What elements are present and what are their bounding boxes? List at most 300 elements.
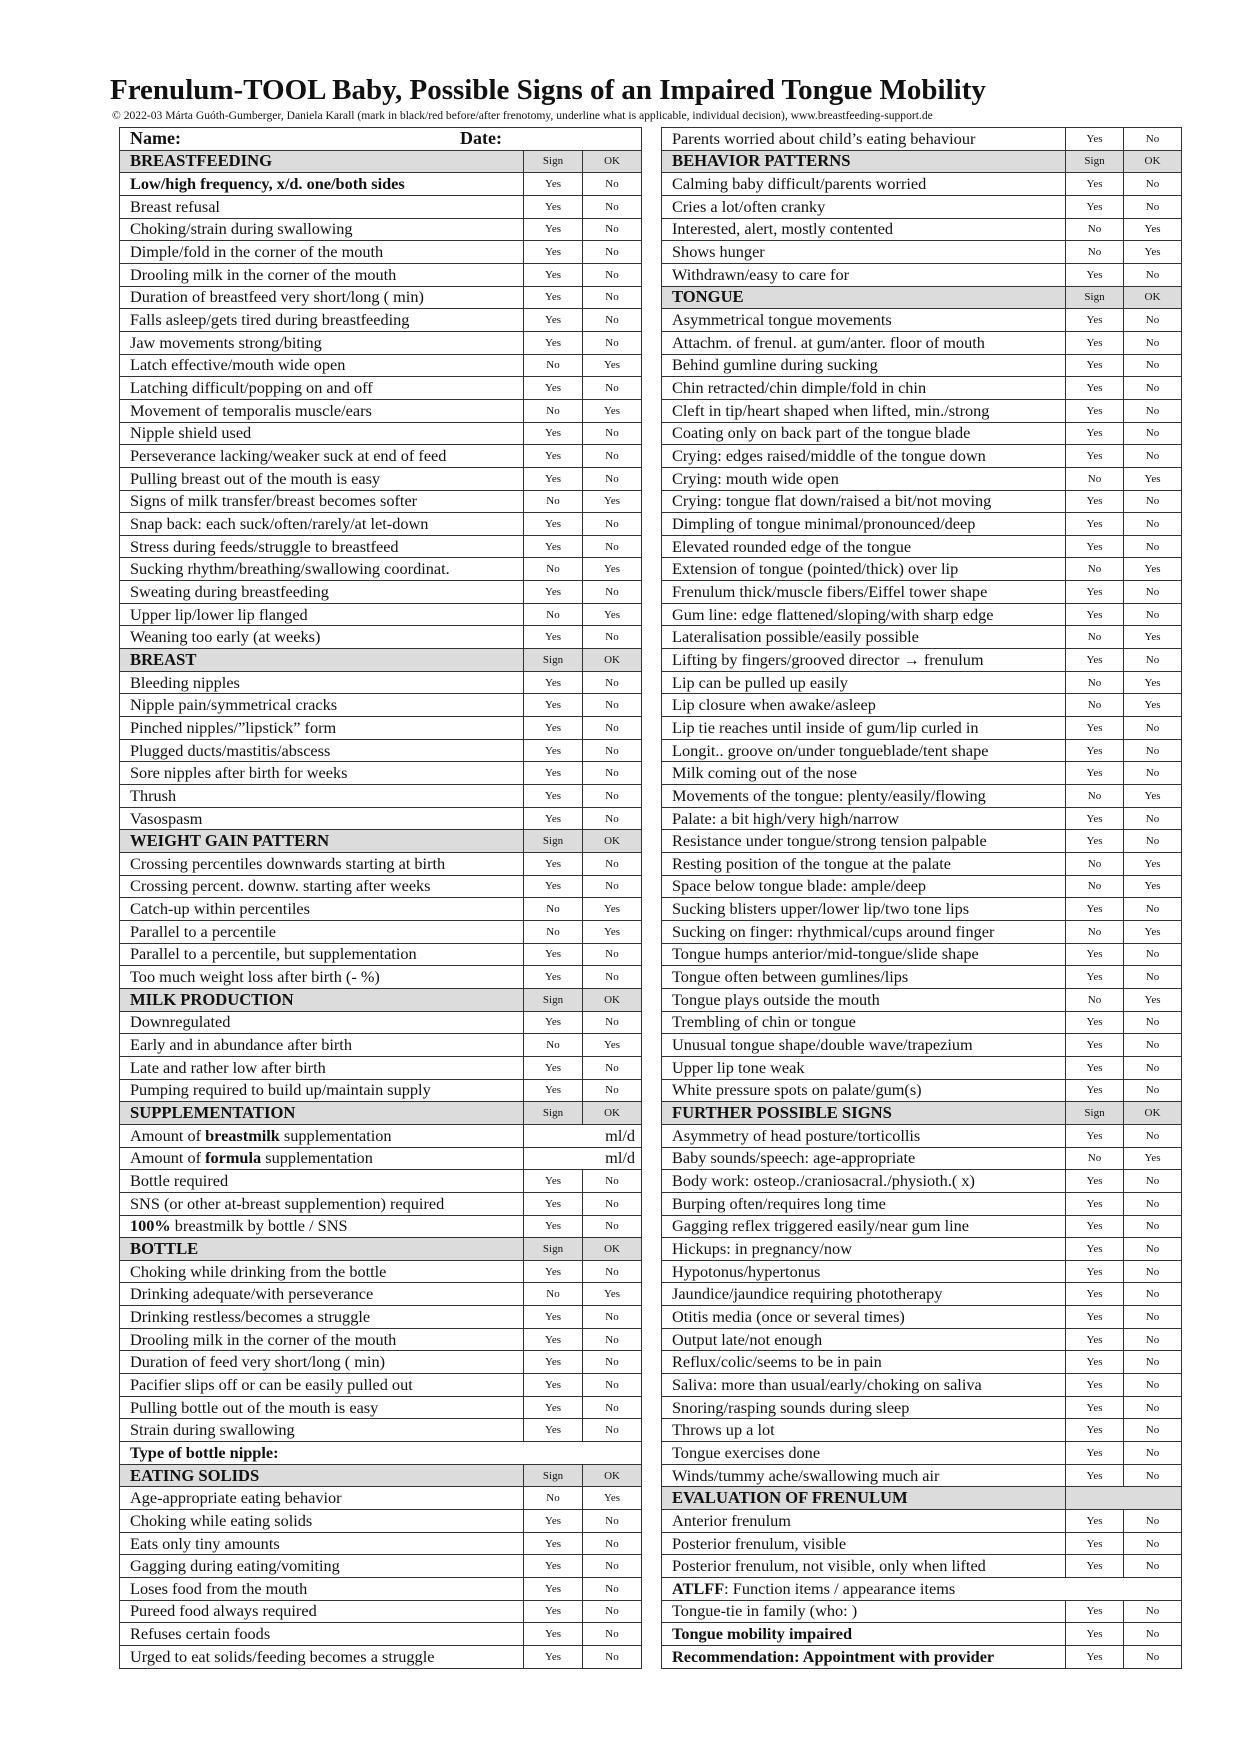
ok-option[interactable]: No — [1124, 581, 1182, 604]
checklist-row — [662, 1623, 1182, 1646]
sign-option[interactable]: Yes — [1066, 943, 1124, 966]
ok-option[interactable]: No — [583, 263, 642, 286]
sign-option[interactable]: Yes — [524, 241, 583, 264]
checklist-row — [120, 1442, 642, 1465]
sign-option[interactable]: No — [1066, 1147, 1124, 1170]
sign-option[interactable]: Yes — [524, 195, 583, 218]
ok-option[interactable]: No — [1124, 830, 1182, 853]
ok-option[interactable]: Yes — [583, 920, 642, 943]
ok-option[interactable]: No — [1124, 1283, 1182, 1306]
label-text: : Function items / appearance items — [724, 1578, 956, 1598]
item-label: Sucking on finger: rhythmical/cups around finger — [662, 920, 1066, 943]
ok-option[interactable]: No — [1124, 1238, 1182, 1261]
ok-option[interactable]: Yes — [1124, 467, 1182, 490]
sign-option[interactable]: No — [1066, 694, 1124, 717]
sign-option[interactable]: Yes — [1066, 1192, 1124, 1215]
sign-option[interactable]: Yes — [1066, 1374, 1124, 1397]
checklist-row — [120, 1011, 642, 1034]
ok-option[interactable]: No — [1124, 1419, 1182, 1442]
ok-option[interactable]: No — [583, 853, 642, 876]
sign-option[interactable]: No — [1066, 626, 1124, 649]
sign-option[interactable]: Yes — [1066, 966, 1124, 989]
ok-option[interactable]: Yes — [583, 399, 642, 422]
ok-option[interactable]: No — [1124, 1079, 1182, 1102]
sign-option[interactable]: Yes — [1066, 1034, 1124, 1057]
checklist-row — [662, 1532, 1182, 1555]
ok-option[interactable]: No — [1124, 807, 1182, 830]
ok-option[interactable]: No — [1124, 535, 1182, 558]
sign-option[interactable]: No — [1066, 785, 1124, 808]
sign-option[interactable]: No — [524, 558, 583, 581]
ok-option[interactable]: No — [1124, 1328, 1182, 1351]
sign-option[interactable]: Yes — [1066, 1306, 1124, 1329]
sign-option[interactable]: Yes — [524, 671, 583, 694]
ok-option[interactable]: No — [583, 739, 642, 762]
ok-option[interactable]: Yes — [1124, 920, 1182, 943]
sign-option[interactable]: Yes — [1066, 762, 1124, 785]
ok-option[interactable]: No — [1124, 1532, 1182, 1555]
ok-option[interactable]: No — [583, 943, 642, 966]
ok-option[interactable]: No — [1124, 1011, 1182, 1034]
ok-option[interactable]: No — [583, 1510, 642, 1533]
sign-option[interactable]: Yes — [1066, 1645, 1124, 1668]
sign-option[interactable]: Yes — [524, 626, 583, 649]
item-label: Drooling milk in the corner of the mouth — [120, 1328, 524, 1351]
sign-option[interactable]: Yes — [524, 218, 583, 241]
ok-option[interactable]: No — [1124, 195, 1182, 218]
checklist-row — [120, 263, 642, 286]
sign-option[interactable]: Yes — [524, 1056, 583, 1079]
sign-option[interactable]: Yes — [1066, 1442, 1124, 1465]
ok-option[interactable]: No — [583, 513, 642, 536]
ok-option[interactable]: No — [1124, 354, 1182, 377]
sign-option[interactable]: Yes — [1066, 513, 1124, 536]
sign-option[interactable]: Yes — [524, 785, 583, 808]
ok-option[interactable]: No — [583, 1170, 642, 1193]
sign-option[interactable]: Yes — [524, 966, 583, 989]
item-label: Parallel to a percentile — [120, 920, 524, 943]
sign-option[interactable]: Yes — [524, 286, 583, 309]
ok-option[interactable]: No — [1124, 1645, 1182, 1668]
ok-option[interactable]: No — [1124, 1555, 1182, 1578]
sign-option[interactable]: Yes — [524, 1623, 583, 1646]
ok-option[interactable]: No — [1124, 445, 1182, 468]
sign-option[interactable]: No — [1066, 558, 1124, 581]
ok-option[interactable]: No — [1124, 1056, 1182, 1079]
sign-option[interactable]: Yes — [524, 331, 583, 354]
sign-option[interactable]: Yes — [524, 1555, 583, 1578]
ok-option[interactable]: No — [583, 1351, 642, 1374]
sign-option[interactable]: Yes — [524, 739, 583, 762]
ok-option[interactable]: No — [1124, 1351, 1182, 1374]
ok-option[interactable]: No — [1124, 128, 1182, 151]
sign-option[interactable]: Yes — [1066, 1056, 1124, 1079]
ok-option[interactable]: Yes — [1124, 218, 1182, 241]
ok-option[interactable]: No — [583, 1374, 642, 1397]
sign-option[interactable]: Yes — [524, 445, 583, 468]
checklist-row — [662, 309, 1182, 332]
sign-option[interactable]: Yes — [1066, 445, 1124, 468]
sign-option[interactable]: Yes — [1066, 603, 1124, 626]
ok-option[interactable]: No — [1124, 331, 1182, 354]
ok-option[interactable]: No — [583, 1600, 642, 1623]
ok-option[interactable]: No — [1124, 399, 1182, 422]
ok-option[interactable]: Yes — [583, 1487, 642, 1510]
item-label: Reflux/colic/seems to be in pain — [662, 1351, 1066, 1374]
sign-option[interactable]: Yes — [524, 875, 583, 898]
item-label: Nipple pain/symmetrical cracks — [120, 694, 524, 717]
ok-option[interactable]: Yes — [583, 490, 642, 513]
ok-option[interactable]: Yes — [1124, 671, 1182, 694]
checklist-row — [662, 943, 1182, 966]
ok-option[interactable]: No — [1124, 263, 1182, 286]
ok-option[interactable]: Yes — [583, 558, 642, 581]
item-label: Pulling breast out of the mouth is easy — [120, 467, 524, 490]
ok-option[interactable]: No — [1124, 1192, 1182, 1215]
item-label: Throws up a lot — [662, 1419, 1066, 1442]
ok-option[interactable]: No — [1124, 739, 1182, 762]
sign-option[interactable]: Yes — [524, 173, 583, 196]
sign-option[interactable]: Yes — [524, 1578, 583, 1601]
sign-option[interactable]: Yes — [524, 513, 583, 536]
sign-option[interactable]: Yes — [1066, 1510, 1124, 1533]
item-label: Longit.. groove on/under tongueblade/tent shape — [662, 739, 1066, 762]
sign-option[interactable]: Yes — [1066, 1419, 1124, 1442]
ok-option[interactable]: Yes — [1124, 694, 1182, 717]
sign-option[interactable]: Yes — [524, 853, 583, 876]
ok-option[interactable]: No — [1124, 603, 1182, 626]
sign-option[interactable]: Yes — [524, 1510, 583, 1533]
checklist-row — [662, 694, 1182, 717]
ok-option[interactable]: No — [1124, 898, 1182, 921]
sign-option[interactable]: No — [1066, 988, 1124, 1011]
ok-option[interactable]: No — [1124, 966, 1182, 989]
sign-option[interactable]: Yes — [524, 1170, 583, 1193]
ok-option[interactable]: No — [583, 467, 642, 490]
sign-option[interactable]: No — [524, 1034, 583, 1057]
sign-option[interactable]: Yes — [524, 1419, 583, 1442]
ok-option[interactable]: No — [583, 1555, 642, 1578]
sign-option[interactable]: No — [524, 1283, 583, 1306]
checklist-row — [120, 1147, 642, 1170]
sign-option[interactable]: Yes — [1066, 331, 1124, 354]
sign-option[interactable]: No — [1066, 467, 1124, 490]
checklist-row — [120, 1510, 642, 1533]
sign-option[interactable]: Yes — [1066, 1011, 1124, 1034]
ok-option[interactable]: No — [583, 785, 642, 808]
ok-option[interactable]: No — [583, 173, 642, 196]
sign-option[interactable]: Yes — [1066, 399, 1124, 422]
ok-option[interactable]: No — [1124, 422, 1182, 445]
sign-option[interactable]: No — [524, 399, 583, 422]
ok-option[interactable]: No — [583, 762, 642, 785]
sign-option[interactable]: No — [1066, 920, 1124, 943]
ok-option[interactable]: No — [583, 286, 642, 309]
ok-option[interactable]: No — [583, 694, 642, 717]
checklist-row — [662, 966, 1182, 989]
ok-option[interactable]: No — [1124, 1442, 1182, 1465]
sign-option[interactable]: Yes — [1066, 263, 1124, 286]
ok-option[interactable]: No — [1124, 1124, 1182, 1147]
sign-option[interactable]: Yes — [1066, 898, 1124, 921]
item-label: Jaundice/jaundice requiring phototherapy — [662, 1283, 1066, 1306]
sign-option[interactable]: Yes — [1066, 195, 1124, 218]
sign-option[interactable]: No — [524, 490, 583, 513]
sign-option[interactable]: Yes — [1066, 1238, 1124, 1261]
sign-option[interactable]: No — [1066, 671, 1124, 694]
sign-option[interactable]: Yes — [1066, 1464, 1124, 1487]
ok-option[interactable]: No — [583, 331, 642, 354]
sign-option[interactable]: Yes — [524, 762, 583, 785]
sign-option[interactable]: Yes — [524, 1079, 583, 1102]
ok-option[interactable]: No — [583, 1192, 642, 1215]
sign-option[interactable]: Yes — [1066, 717, 1124, 740]
ok-option[interactable]: No — [583, 807, 642, 830]
checklist-row — [120, 1419, 642, 1442]
checklist-row — [120, 399, 642, 422]
sign-option[interactable]: Yes — [1066, 1079, 1124, 1102]
sign-option[interactable]: Yes — [524, 1328, 583, 1351]
item-label: Recommendation: Appointment with provider — [662, 1645, 1066, 1668]
section-title: BOTTLE — [120, 1238, 524, 1261]
ok-option[interactable]: No — [1124, 309, 1182, 332]
ok-option[interactable]: No — [1124, 649, 1182, 672]
sign-option[interactable]: Yes — [524, 581, 583, 604]
sign-option[interactable]: Yes — [1066, 581, 1124, 604]
sign-option[interactable]: Yes — [1066, 309, 1124, 332]
item-label: Sucking rhythm/breathing/swallowing coordinat. — [120, 558, 524, 581]
ok-option[interactable]: No — [583, 1419, 642, 1442]
ok-option[interactable]: No — [583, 309, 642, 332]
sign-option[interactable]: Yes — [1066, 354, 1124, 377]
ok-option[interactable]: Yes — [1124, 241, 1182, 264]
sign-option[interactable]: Yes — [1066, 1124, 1124, 1147]
ok-option[interactable]: No — [1124, 1034, 1182, 1057]
sign-option[interactable]: Yes — [1066, 1260, 1124, 1283]
ok-option[interactable]: No — [583, 1011, 642, 1034]
sign-option[interactable]: Yes — [1066, 1283, 1124, 1306]
ok-option[interactable]: Yes — [1124, 853, 1182, 876]
ok-option[interactable]: No — [583, 241, 642, 264]
sign-option[interactable]: Yes — [524, 263, 583, 286]
sign-option[interactable]: Yes — [524, 1011, 583, 1034]
ok-option[interactable]: No — [1124, 762, 1182, 785]
ok-option[interactable]: Yes — [1124, 875, 1182, 898]
sign-option[interactable]: Yes — [1066, 535, 1124, 558]
ok-option[interactable]: No — [583, 1079, 642, 1102]
section-header-milk-production — [120, 988, 642, 1011]
ok-option[interactable]: Yes — [583, 354, 642, 377]
sign-option[interactable]: Yes — [524, 807, 583, 830]
ok-option[interactable]: No — [583, 1260, 642, 1283]
ok-option[interactable]: No — [1124, 1215, 1182, 1238]
ok-option[interactable]: No — [583, 1215, 642, 1238]
ok-option[interactable]: No — [1124, 377, 1182, 400]
sign-option[interactable]: No — [1066, 241, 1124, 264]
sign-option[interactable]: Yes — [524, 943, 583, 966]
ok-option[interactable]: Yes — [1124, 785, 1182, 808]
sign-option[interactable]: Yes — [1066, 830, 1124, 853]
ok-option[interactable]: Yes — [1124, 626, 1182, 649]
ok-option[interactable]: No — [1124, 513, 1182, 536]
checklist-row — [662, 1555, 1182, 1578]
label-text: supplementation — [279, 1125, 392, 1145]
item-label: Duration of breastfeed very short/long ( min) — [120, 286, 524, 309]
checklist-row — [120, 762, 642, 785]
sign-option[interactable]: Yes — [524, 1306, 583, 1329]
checklist-row — [662, 354, 1182, 377]
item-label: Perseverance lacking/weaker suck at end of feed — [120, 445, 524, 468]
ok-option[interactable]: Yes — [583, 1283, 642, 1306]
ok-option[interactable]: Yes — [1124, 1147, 1182, 1170]
ok-option[interactable]: No — [1124, 173, 1182, 196]
item-label: Bleeding nipples — [120, 671, 524, 694]
ok-option[interactable]: No — [583, 671, 642, 694]
sign-option[interactable]: No — [1066, 853, 1124, 876]
item-label: Behind gumline during sucking — [662, 354, 1066, 377]
sign-option[interactable]: Yes — [524, 694, 583, 717]
ok-option[interactable]: No — [583, 1645, 642, 1668]
sign-option[interactable]: No — [524, 920, 583, 943]
ok-option[interactable]: No — [1124, 1306, 1182, 1329]
ok-option[interactable]: No — [583, 377, 642, 400]
ok-option[interactable]: No — [1124, 1600, 1182, 1623]
sign-option[interactable]: Yes — [524, 1374, 583, 1397]
ok-option[interactable]: No — [583, 717, 642, 740]
ok-option[interactable]: No — [583, 626, 642, 649]
ok-option[interactable]: Yes — [1124, 558, 1182, 581]
amount-input[interactable]: ml/d — [524, 1124, 642, 1147]
checklist-row — [662, 898, 1182, 921]
ok-option[interactable]: No — [583, 1056, 642, 1079]
sign-option[interactable]: Yes — [524, 467, 583, 490]
ok-option[interactable]: No — [583, 535, 642, 558]
item-label: Attachm. of frenul. at gum/anter. floor of mouth — [662, 331, 1066, 354]
item-label: Crying: tongue flat down/raised a bit/not moving — [662, 490, 1066, 513]
sign-option[interactable]: Yes — [524, 1396, 583, 1419]
sign-option[interactable]: Yes — [1066, 1396, 1124, 1419]
sign-option[interactable]: Yes — [524, 1351, 583, 1374]
item-label: Downregulated — [120, 1011, 524, 1034]
ok-option[interactable]: No — [1124, 1623, 1182, 1646]
ok-option[interactable]: No — [1124, 1510, 1182, 1533]
ok-option[interactable]: No — [583, 1578, 642, 1601]
item-label: Latching difficult/popping on and off — [120, 377, 524, 400]
sign-option[interactable]: Yes — [1066, 1623, 1124, 1646]
sign-option[interactable]: Yes — [524, 422, 583, 445]
ok-option[interactable]: No — [583, 875, 642, 898]
sign-option[interactable]: Yes — [1066, 1328, 1124, 1351]
ok-option[interactable]: No — [1124, 1170, 1182, 1193]
ok-option[interactable]: No — [1124, 490, 1182, 513]
sign-option[interactable]: Yes — [524, 1192, 583, 1215]
ok-option[interactable]: Yes — [583, 898, 642, 921]
item-label: Tongue exercises done — [662, 1442, 1066, 1465]
sign-option[interactable]: No — [524, 603, 583, 626]
sign-option[interactable]: Yes — [1066, 1532, 1124, 1555]
sign-option[interactable]: Yes — [524, 717, 583, 740]
ok-column-header: OK — [583, 649, 642, 672]
ok-option[interactable]: No — [583, 445, 642, 468]
ok-option[interactable]: No — [583, 195, 642, 218]
sign-option[interactable]: No — [524, 898, 583, 921]
sign-option[interactable]: No — [524, 1487, 583, 1510]
ok-option[interactable]: Yes — [583, 1034, 642, 1057]
ok-option[interactable]: No — [583, 1396, 642, 1419]
ok-option[interactable]: No — [1124, 1464, 1182, 1487]
ok-column-header: OK — [1124, 286, 1182, 309]
sign-option[interactable]: Yes — [1066, 377, 1124, 400]
ok-option[interactable]: No — [583, 1623, 642, 1646]
sign-option[interactable]: Yes — [524, 1645, 583, 1668]
checklist-row — [662, 717, 1182, 740]
sign-option[interactable]: No — [524, 354, 583, 377]
checklist-row — [120, 1578, 642, 1601]
ok-option[interactable]: No — [1124, 717, 1182, 740]
sign-option[interactable]: Yes — [1066, 807, 1124, 830]
sign-option[interactable]: Yes — [1066, 490, 1124, 513]
sign-option[interactable]: Yes — [1066, 1170, 1124, 1193]
sign-option[interactable]: Yes — [524, 1260, 583, 1283]
sign-option[interactable]: Yes — [1066, 649, 1124, 672]
sign-option[interactable]: Yes — [524, 377, 583, 400]
sign-option[interactable]: Yes — [524, 535, 583, 558]
checklist-row — [662, 1396, 1182, 1419]
item-label: Vasospasm — [120, 807, 524, 830]
sign-option[interactable]: Yes — [1066, 1555, 1124, 1578]
checklist-row — [120, 1192, 642, 1215]
amount-input[interactable]: ml/d — [524, 1147, 642, 1170]
sign-option[interactable]: Yes — [524, 309, 583, 332]
name-date-cell[interactable] — [120, 128, 642, 151]
checklist-row — [120, 785, 642, 808]
item-label: Signs of milk transfer/breast becomes softer — [120, 490, 524, 513]
ok-option[interactable]: Yes — [583, 603, 642, 626]
ok-option[interactable]: No — [583, 581, 642, 604]
item-label: Tongue mobility impaired — [662, 1623, 1066, 1646]
sign-option[interactable]: Yes — [524, 1600, 583, 1623]
ok-option[interactable]: Yes — [1124, 988, 1182, 1011]
sign-option[interactable]: Yes — [1066, 1600, 1124, 1623]
item-label: Low/high frequency, x/d. one/both sides — [120, 173, 524, 196]
checklist-row — [120, 943, 642, 966]
item-label: Interested, alert, mostly contented — [662, 218, 1066, 241]
sign-option[interactable]: Yes — [1066, 422, 1124, 445]
ok-option[interactable]: No — [583, 422, 642, 445]
ok-option[interactable]: No — [583, 1328, 642, 1351]
ok-option[interactable]: No — [1124, 1374, 1182, 1397]
checklist-row — [120, 331, 642, 354]
ok-option[interactable]: No — [1124, 943, 1182, 966]
item-label: Asymmetrical tongue movements — [662, 309, 1066, 332]
ok-option[interactable]: No — [583, 1306, 642, 1329]
sign-option[interactable]: Yes — [1066, 739, 1124, 762]
sign-option[interactable]: Yes — [1066, 1215, 1124, 1238]
ok-option[interactable]: No — [1124, 1260, 1182, 1283]
sign-option[interactable]: No — [1066, 875, 1124, 898]
ok-option[interactable]: No — [583, 218, 642, 241]
ok-option[interactable]: No — [1124, 1396, 1182, 1419]
ok-option[interactable]: No — [583, 1532, 642, 1555]
sign-option[interactable]: Yes — [1066, 128, 1124, 151]
sign-option[interactable]: Yes — [1066, 173, 1124, 196]
checklist-row — [662, 1578, 1182, 1601]
sign-option[interactable]: Yes — [524, 1215, 583, 1238]
ok-option[interactable]: No — [583, 966, 642, 989]
sign-option[interactable]: No — [1066, 218, 1124, 241]
sign-option[interactable]: Yes — [1066, 1351, 1124, 1374]
sign-option[interactable]: Yes — [524, 1532, 583, 1555]
